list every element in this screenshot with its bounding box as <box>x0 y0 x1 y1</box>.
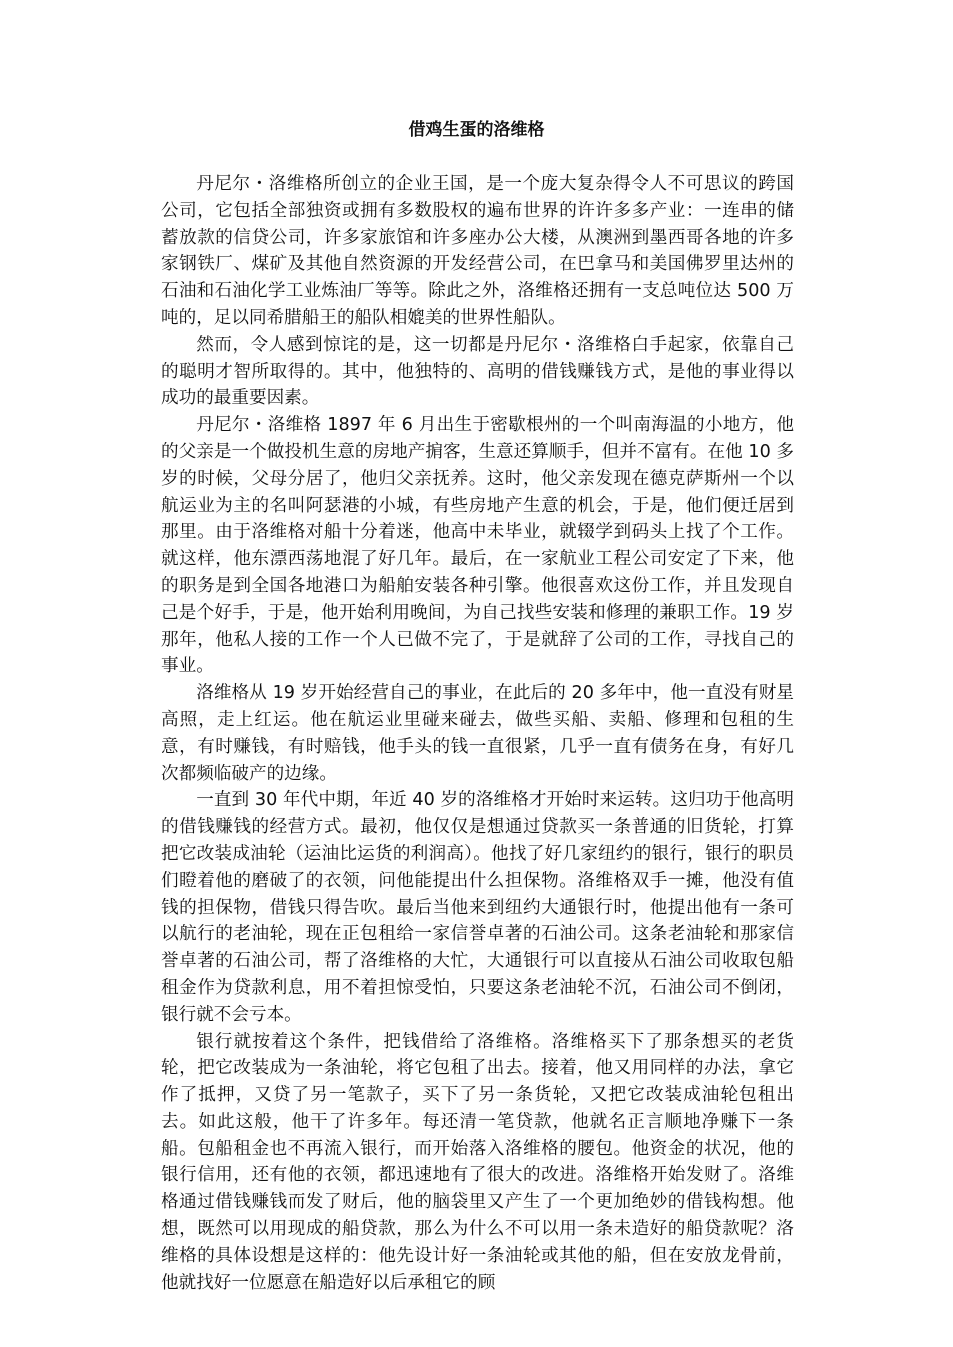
paragraph: 丹尼尔・洛维格 1897 年 6 月出生于密歇根州的一个叫南海温的小地方，他的父亲是一个做投机生意的房地产掮客，生意还算顺手，但并不富有。在他 10 多岁的时候，父母分居了，他归父亲抚养。这时，他父亲发现在德克萨斯州一个以航运业为主的名叫阿瑟港的小城，有些房地产生意的机会，于是，他们便迁居到那里。由于洛维格对船十分着迷，他高中未毕业，就辍学到码头上找了个工作。就这样，他东漂西荡地混了好几年。最后，在一家航业工程公司安定了下来，他的职务是到全国各地港口为船舶安装各种引擎。他很喜欢这份工作，并且发现自己是个好手，于是，他开始利用晚间，为自己找些安装和修理的兼职工作。19 岁那年，他私人接的工作一个人已做不完了，于是就辞了公司的工作，寻找自己的事业。 <box>161 415 794 677</box>
article-body <box>161 171 794 1296</box>
page-title: 借鸡生蛋的洛维格 <box>408 120 545 140</box>
paragraph: 洛维格从 19 岁开始经营自己的事业，在此后的 20 多年中，他一直没有财星高照，走上红运。他在航运业里碰来碰去，做些买船、卖船、修理和包租的生意，有时赚钱，有时赔钱，他手头的钱一直很紧，几乎一直有债务在身，有好几次都频临破产的边缘。 <box>161 683 794 784</box>
paragraph: 一直到 30 年代中期，年近 40 岁的洛维格才开始时来运转。这归功于他高明的借钱赚钱的经营方式。最初，他仅仅是想通过贷款买一条普通的旧货轮，打算把它改装成油轮（运油比运货的利润高）。他找了好几家纽约的银行，银行的职员们瞪着他的磨破了的衣领，问他能提出什么担保物。洛维格双手一摊，他没有值钱的担保物，借钱只得告吹。最后当他来到纽约大通银行时，他提出他有一条可以航行的老油轮，现在正包租给一家信誉卓著的石油公司。这条老油轮和那家信誉卓著的石油公司，帮了洛维格的大忙，大通银行可以直接从石油公司收取包船租金作为贷款利息，用不着担惊受怕，只要这条老油轮不沉，石油公司不倒闭，银行就不会亏本。 <box>161 790 794 1025</box>
paragraph: 然而，令人感到惊诧的是，这一切都是丹尼尔・洛维格白手起家，依靠自己的聪明才智所取得的。其中，他独特的、高明的借钱赚钱方式，是他的事业得以成功的最重要因素。 <box>161 334 794 409</box>
paragraph: 银行就按着这个条件，把钱借给了洛维格。洛维格买下了那条想买的老货轮，把它改装成为一条油轮，将它包租了出去。接着，他又用同样的办法，拿它作了抵押，又贷了另一笔款子，买下了另一条货轮，又把它改装成油轮包租出去。如此这般，他干了许多年。每还清一笔贷款，他就名正言顺地净赚下一条船。包船租金也不再流入银行，而开始落入洛维格的腰包。他资金的状况，他的银行信用，还有他的衣领，都迅速地有了很大的改进。洛维格开始发财了。洛维格通过借钱赚钱而发了财后，他的脑袋里又产生了一个更加绝妙的借钱构想。他想，既然可以用现成的船贷款，那么为什么不可以用一条未造好的船贷款呢？洛维格的具体设想是这样的：他先设计好一条油轮或其他的船，但在安放龙骨前，他就找好一位愿意在船造好以后承租它的顾 <box>161 1031 794 1293</box>
paragraph: 丹尼尔・洛维格所创立的企业王国，是一个庞大复杂得令人不可思议的跨国公司，它包括全部独资或拥有多数股权的遍布世界的许许多多产业：一连串的储蓄放款的信贷公司，许多家旅馆和许多座办公大楼，从澳洲到墨西哥各地的许多家钢铁厂、煤矿及其他自然资源的开发经营公司，在巴拿马和美国佛罗里达州的石油和石油化学工业炼油厂等等。除此之外，洛维格还拥有一支总吨位达 500 万吨的，足以同希腊船王的船队相媲美的世界性船队。 <box>161 174 794 328</box>
